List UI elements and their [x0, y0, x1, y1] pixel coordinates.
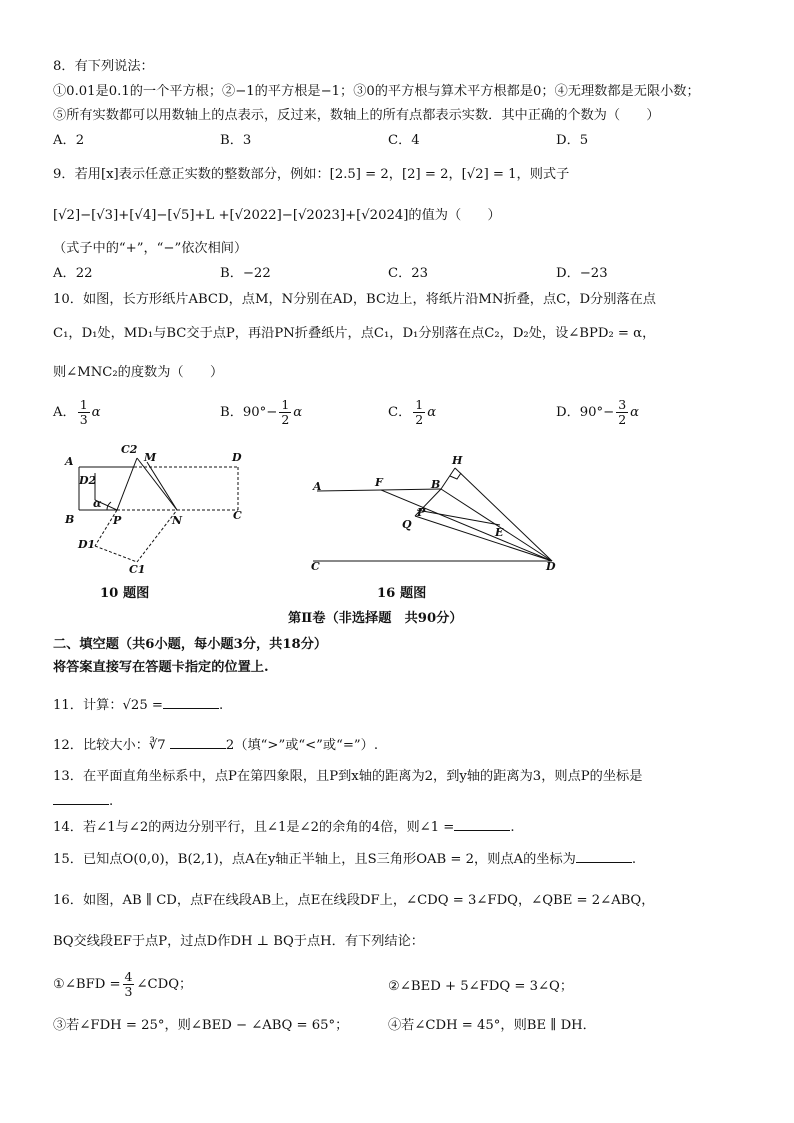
fig16-label-d: D [546, 560, 556, 573]
fig10-label-c: C [233, 509, 242, 522]
q14: 14．若∠1与∠2的两边分别平行，且∠1是∠2的余角的4倍，则∠1 = . [53, 820, 515, 835]
q9-option-c: C．23 [388, 266, 429, 281]
fig16-label-a: A [313, 480, 322, 493]
q16-line-1: 16．如图，AB ∥ CD，点F在线段AB上，点E在线段DF上，∠CDQ = 3∠FDQ，∠QBE = 2∠ABQ， [53, 893, 655, 908]
fig16-label-c: C [311, 560, 320, 573]
q10-line-3: 则∠MNC₂的度数为（ ） [53, 365, 224, 380]
q10-option-a: A． $\frac{1}{3}$ α [53, 397, 101, 427]
q10-option-b: B．90°− $\frac{1}{2}$ α [220, 397, 303, 427]
fig10-label-c2: C2 [121, 443, 138, 456]
q9-expression: [√2]−[√3]+[√4]−[√5]+L +[√2022]−[√2023]+[√2024]的值为（ ） [53, 208, 501, 223]
fig10-label-alpha: α [93, 497, 102, 510]
q15-answer-blank [576, 850, 632, 863]
figure-16-caption: 16 题图 [377, 586, 427, 601]
q10-line-2: C₁，D₁处，MD₁与BC交于点P，再沿PN折叠纸片，点C₁，D₁分别落在点C₂，D₂处，设∠BPD₂ = α， [53, 326, 656, 341]
q16-conclusion-4: ④若∠CDH = 45°，则BE ∥ DH． [388, 1018, 596, 1033]
fig16-label-f: F [375, 476, 383, 489]
fig10-label-b: B [65, 513, 75, 526]
q10-option-c: C． $\frac{1}{2}$ α [388, 397, 437, 427]
fig16-label-h: H [452, 454, 463, 467]
q10-a-frac-num: 1 [79, 397, 88, 412]
q13-answer-blank [53, 792, 109, 805]
q8-option-c: C．4 [388, 133, 420, 148]
q9-option-d: D．−23 [556, 266, 608, 281]
fig10-label-d: D [232, 451, 242, 464]
q9-option-a: A．22 [53, 266, 93, 281]
q8-option-b: B．3 [220, 133, 252, 148]
fig16-label-b: B [431, 478, 441, 491]
q8-option-a: A．2 [53, 133, 85, 148]
figure-10 [55, 438, 255, 578]
figure-10-caption: 10 题图 [100, 586, 150, 601]
q14-answer-blank [454, 818, 510, 831]
q8-option-d: D．5 [556, 133, 589, 148]
q16-conclusion-1: ①∠BFD = $\frac{4}{3}$ ∠CDQ； [53, 969, 193, 999]
q11: 11．计算：√25 = . [53, 698, 224, 713]
q10-line-1: 10．如图，长方形纸片ABCD，点M，N分别在AD，BC边上，将纸片沿MN折叠，点C，D分别落在点 [53, 292, 656, 307]
q13-line-2: . [53, 792, 113, 811]
q16-conclusion-2: ②∠BED + 5∠FDQ = 3∠Q； [388, 979, 574, 994]
q9-stem: 9．若用[x]表示任意正实数的整数部分，例如：[2.5] = 2，[2] = 2，[√2] = 1，则式子 [53, 167, 570, 182]
q16-conclusion-3: ③若∠FDH = 25°，则∠BED − ∠ABQ = 65°； [53, 1018, 349, 1033]
fig16-label-q: Q [402, 518, 412, 531]
q15: 15．已知点O(0,0)，B(2,1)，点A在y轴正半轴上，且S三角形OAB = 2，则点A的坐标为 . [53, 852, 637, 867]
q12-answer-blank [170, 736, 226, 749]
q10-option-d: D．90°− $\frac{3}{2}$ α [556, 397, 640, 427]
section-heading: 二、填空题（共6小题，每小题3分，共18分） [53, 637, 328, 652]
q8-stem: 8．有下列说法： [53, 59, 154, 74]
q12: 12．比较大小：∛7 2（填“>”或“<”或“=”）. [53, 738, 379, 753]
fig10-label-a: A [65, 455, 74, 468]
q11-answer-blank [163, 696, 219, 709]
fig16-label-p: P [417, 506, 426, 519]
fig16-label-e: E [495, 526, 504, 539]
fig10-label-m: M [144, 451, 157, 464]
q8-statements-2: ⑤所有实数都可以用数轴上的点表示，反过来，数轴上的所有点都表示实数．其中正确的个数为（ ） [53, 108, 660, 123]
fig10-label-d2: D2 [79, 474, 97, 487]
q8-statements-1: ①0.01是0.1的一个平方根；②−1的平方根是−1；③0的平方根与算术平方根都是0；④无理数都是无限小数； [53, 84, 700, 99]
q9-note: （式子中的“+”，“−”依次相间） [53, 241, 248, 256]
fig10-label-n: N [172, 514, 183, 527]
section-instruction: 将答案直接写在答题卡指定的位置上. [53, 660, 269, 675]
figure-16 [305, 450, 565, 575]
q13-line-1: 13．在平面直角坐标系中，点P在第四象限，且P到x轴的距离为2，到y轴的距离为3，则点P的坐标是 [53, 769, 643, 784]
q16-line-2: BQ交线段EF于点P，过点D作DH ⊥ BQ于点H．有下列结论： [53, 934, 424, 949]
fig10-label-p: P [113, 514, 122, 527]
fig10-label-c1: C1 [129, 563, 146, 576]
q9-option-b: B．−22 [220, 266, 271, 281]
q10-a-frac-den: 3 [79, 412, 88, 427]
part2-title: 第Ⅱ卷（非选择题 共90分） [288, 611, 463, 626]
fig10-label-d1: D1 [78, 538, 96, 551]
